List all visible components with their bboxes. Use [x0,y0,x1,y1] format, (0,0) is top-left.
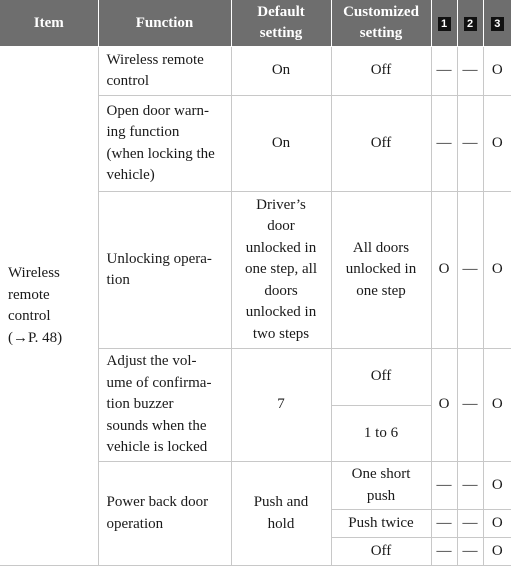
header-col-3 [483,0,511,47]
header-default-line2: setting [259,25,303,41]
custom-cell: Push twice [331,510,431,538]
function-line: sounds when the [106,417,207,434]
item-line: remote [8,286,50,303]
mark-col1: — [431,462,457,510]
header-item: Item [0,0,98,47]
item-line: Wireless [8,265,60,281]
header-custom-line2: setting [359,25,403,41]
function-line: Power back door [106,494,209,510]
mark-col2: — [457,96,483,192]
custom-cell: Off [331,538,431,566]
function-line: Open door warn- [106,102,209,119]
function-line: Wireless remote [106,51,204,68]
custom-line: unlocked in [345,261,417,278]
mark-col1: O [431,349,457,462]
header-function: Function [98,0,231,47]
table-header [0,0,511,47]
mark-col1: — [431,538,457,566]
mark-col2: — [457,192,483,349]
default-line: doors [264,282,298,299]
default-line: two steps [252,325,310,342]
custom-cell [331,462,431,510]
custom-line: One short [351,466,411,482]
function-cell [98,462,231,566]
default-line: Driver’s [256,196,306,213]
mark-col2: — [457,510,483,538]
mark-col3: O [483,47,511,96]
default-line: door [267,218,295,235]
table-row [0,47,511,96]
mark-col2: — [457,47,483,96]
item-line: (→P. 48) [8,329,63,346]
function-line: tion [106,272,130,288]
default-cell: 7 [231,349,331,462]
mark-col3: O [483,192,511,349]
mark-col3: O [483,462,511,510]
mark-col3: O [483,510,511,538]
custom-cell [331,192,431,349]
number-3-badge: 3 [491,17,504,31]
function-line: (when locking the [106,145,215,162]
function-line: tion buzzer [106,396,174,413]
item-cell-wireless-remote [0,47,98,566]
function-line: vehicle is locked [106,439,208,456]
function-line: vehicle) [106,167,155,183]
header-col-2 [457,0,483,47]
mark-col2: — [457,462,483,510]
number-1-badge: 1 [438,17,451,31]
custom-cell: Off [331,47,431,96]
default-line: unlocked in [245,239,317,256]
function-line: Adjust the vol- [106,353,197,370]
default-cell: On [231,96,331,192]
function-line: control [106,73,149,89]
header-custom-line1: Customized [343,4,419,20]
function-cell [98,96,231,192]
default-line: hold [267,515,295,532]
function-line: Unlocking opera- [106,250,212,267]
default-line: one step, all [244,261,318,278]
function-line: ing function [106,124,180,140]
header-customized-setting [331,0,431,47]
function-cell [98,349,231,462]
item-line: control [8,308,51,324]
mark-col3: O [483,349,511,462]
custom-line: one step [356,282,406,299]
custom-cell: Off [331,349,431,406]
mark-col1: — [431,96,457,192]
mark-col2: — [457,538,483,566]
function-cell [98,47,231,96]
default-line: unlocked in [245,304,317,321]
mark-col1: O [431,192,457,349]
header-default-line1: Default [257,4,305,20]
function-cell [98,192,231,349]
custom-cell: Off [331,96,431,192]
mark-col1: — [431,510,457,538]
mark-col3: O [483,96,511,192]
default-cell [231,192,331,349]
custom-line: push [366,487,396,504]
mark-col3: O [483,538,511,566]
function-line: operation [106,515,164,532]
default-cell [231,462,331,566]
custom-line: All doors [352,239,410,256]
number-2-badge: 2 [464,17,477,31]
custom-cell: 1 to 6 [331,406,431,462]
default-cell: On [231,47,331,96]
header-default-setting [231,0,331,47]
function-line: ume of confirma- [106,374,212,391]
mark-col1: — [431,47,457,96]
table-body [0,47,511,566]
mark-col2: — [457,349,483,462]
default-line: Push and [253,494,309,510]
header-col-1 [431,0,457,47]
